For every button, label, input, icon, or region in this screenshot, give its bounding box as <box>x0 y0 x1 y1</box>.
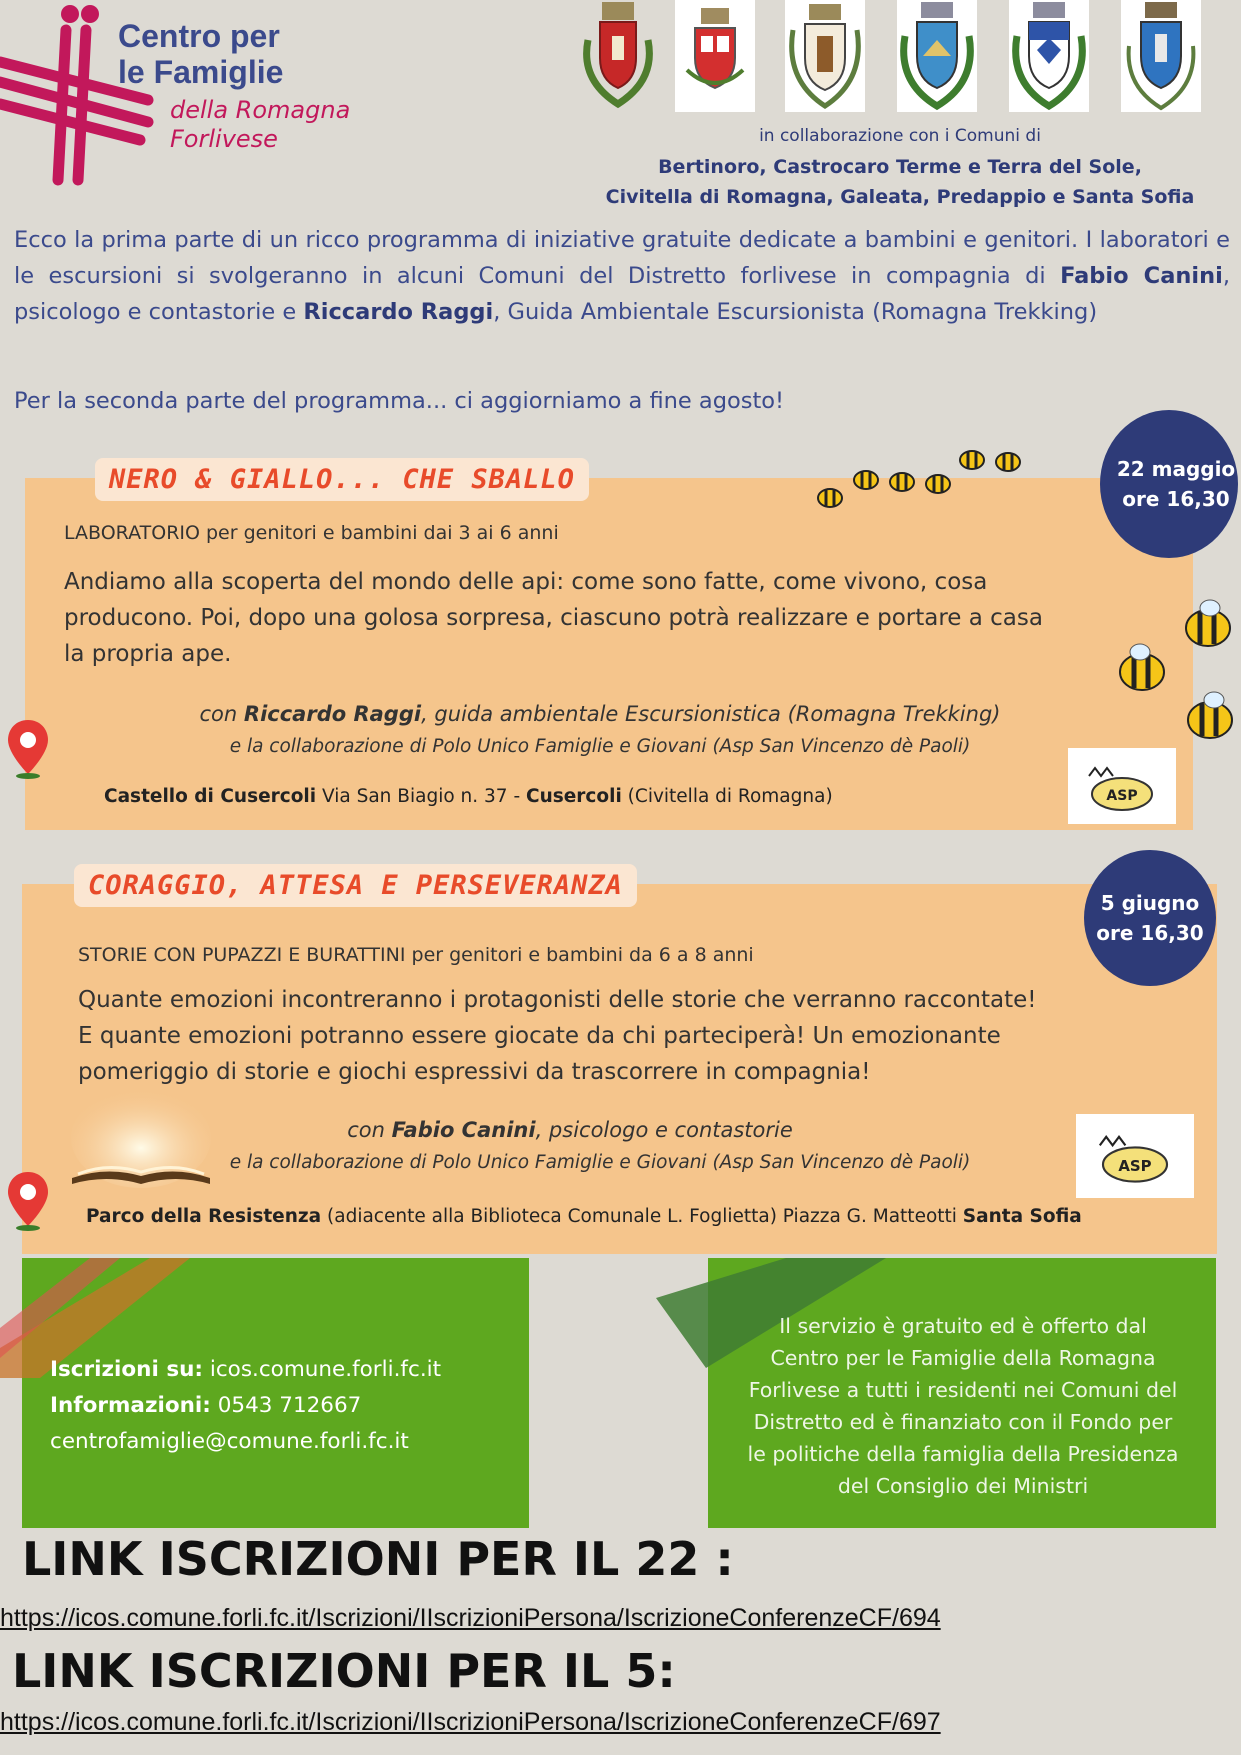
contact-info: Iscrizioni su: icos.comune.forli.fc.it Informazioni: 0543 712667 centrofamiglie@comune.forli.fc.it <box>50 1352 441 1460</box>
svg-text:ASP: ASP <box>1106 788 1138 804</box>
registration-link-5[interactable]: https://icos.comune.forli.fc.it/Iscrizioni/IIscrizioniPersona/IscrizioneConferenzeCF/697 <box>0 1708 941 1736</box>
collab-municipalities: Bertinoro, Castrocaro Terme e Terra del Sole, Civitella di Romagna, Galeata, Predappio e Santa Sofia <box>605 156 1195 208</box>
crest-castrocaro-icon <box>675 0 755 112</box>
svg-text:ASP: ASP <box>1118 1156 1152 1175</box>
crest-civitella-icon <box>785 0 865 112</box>
event-2-location: Parco della Resistenza (adiacente alla Biblioteca Comunale L. Foglietta) Piazza G. Matteotti Santa Sofia <box>86 1206 1082 1227</box>
logo-title: Centro per le Famiglie <box>118 18 284 90</box>
asp-logo-icon <box>1089 1124 1181 1188</box>
glowing-book-icon <box>66 1086 216 1190</box>
crest-santa-sofia-icon <box>1121 0 1201 112</box>
municipal-crests <box>575 0 1241 120</box>
bees-decoration-icon <box>810 440 1030 512</box>
asp-logo <box>1076 1114 1194 1198</box>
event-2-title: CORAGGIO, ATTESA E PERSEVERANZA <box>74 864 637 907</box>
event-1-date-badge: 22 maggio ore 16,30 <box>1100 410 1238 558</box>
asp-logo-icon <box>1079 756 1165 816</box>
event-1-location: Castello di Cusercoli Via San Biagio n. 37 - Cusercoli (Civitella di Romagna) <box>104 786 833 807</box>
event-2-collab: e la collaborazione di Polo Unico Famiglie e Giovani (Asp San Vincenzo dè Paoli) <box>229 1152 971 1173</box>
event-1-collab: e la collaborazione di Polo Unico Famiglie e Giovani (Asp San Vincenzo dè Paoli) <box>229 736 971 757</box>
email-link[interactable]: centrofamiglie@comune.forli.fc.it <box>50 1429 409 1454</box>
intro-paragraph: Ecco la prima parte di un ricco programma di iniziative gratuite dedicate a bambini e genitori. I laboratori e le escursioni si svolgeranno in alcuni Comuni del Distretto forlivese in compagnia di Fabio Canini, psicologo e contastorie e Riccardo Raggi, Guida Ambientale Escursionista (Romagna Trekking) <box>14 227 1230 325</box>
event-1-type: LABORATORIO per genitori e bambini dai 3 ai 6 anni <box>64 522 559 544</box>
logo-subtitle: della Romagna Forlivese <box>170 96 351 153</box>
crest-predappio-icon <box>1009 0 1089 112</box>
crest-galeata-icon <box>897 0 977 112</box>
big-bees-icon <box>1110 590 1240 750</box>
link-heading-5: LINK ISCRIZIONI PER IL 5: <box>12 1644 676 1698</box>
intro-second-part: Per la seconda parte del programma... ci aggiorniamo a fine agosto! <box>14 388 785 414</box>
event-2-type: STORIE CON PUPAZZI E BURATTINI per genitori e bambini da 6 a 8 anni <box>78 944 754 966</box>
location-pin-icon <box>6 718 50 780</box>
phone-number[interactable]: 0543 712667 <box>210 1393 362 1418</box>
crest-bertinoro-icon <box>578 0 658 112</box>
event-2-description: Quante emozioni incontreranno i protagonisti delle storie che verranno raccontate! E quante emozioni potranno essere giocate da chi parteciperà! Un emozionante pomeriggio di storie e giochi espressivi da trascorrere in compagnia! <box>78 987 1037 1085</box>
registration-site-link[interactable]: icos.comune.forli.fc.it <box>203 1357 442 1382</box>
event-1-description: Andiamo alla scoperta del mondo delle api: come sono fatte, come vivono, cosa producono. Poi, dopo una golosa sorpresa, ciascuno potrà realizzare e portare a casa la propria ape. <box>64 569 1043 667</box>
service-description: Il servizio è gratuito ed è offerto dal Centro per le Famiglie della Romagna Forlivese a tutti i residenti nei Comuni del Distretto ed è finanziato con il Fondo per le politiche della famiglia della Presidenza del Consiglio dei Ministri <box>747 1314 1179 1498</box>
event-2-host: con Fabio Canini, psicologo e contastorie <box>347 1118 793 1142</box>
event-2-date-badge: 5 giugno ore 16,30 <box>1084 850 1216 986</box>
event-1-host: con Riccardo Raggi, guida ambientale Escursionistica (Romagna Trekking) <box>199 702 1001 726</box>
registration-link-22[interactable]: https://icos.comune.forli.fc.it/Iscrizioni/IIscrizioniPersona/IscrizioneConferenzeCF/694 <box>0 1604 941 1632</box>
collab-intro: in collaborazione con i Comuni di <box>759 126 1041 146</box>
event-1-title: NERO & GIALLO... CHE SBALLO <box>95 458 589 501</box>
link-heading-22: LINK ISCRIZIONI PER IL 22 : <box>22 1532 734 1586</box>
asp-logo <box>1068 748 1176 824</box>
location-pin-icon <box>6 1170 50 1232</box>
